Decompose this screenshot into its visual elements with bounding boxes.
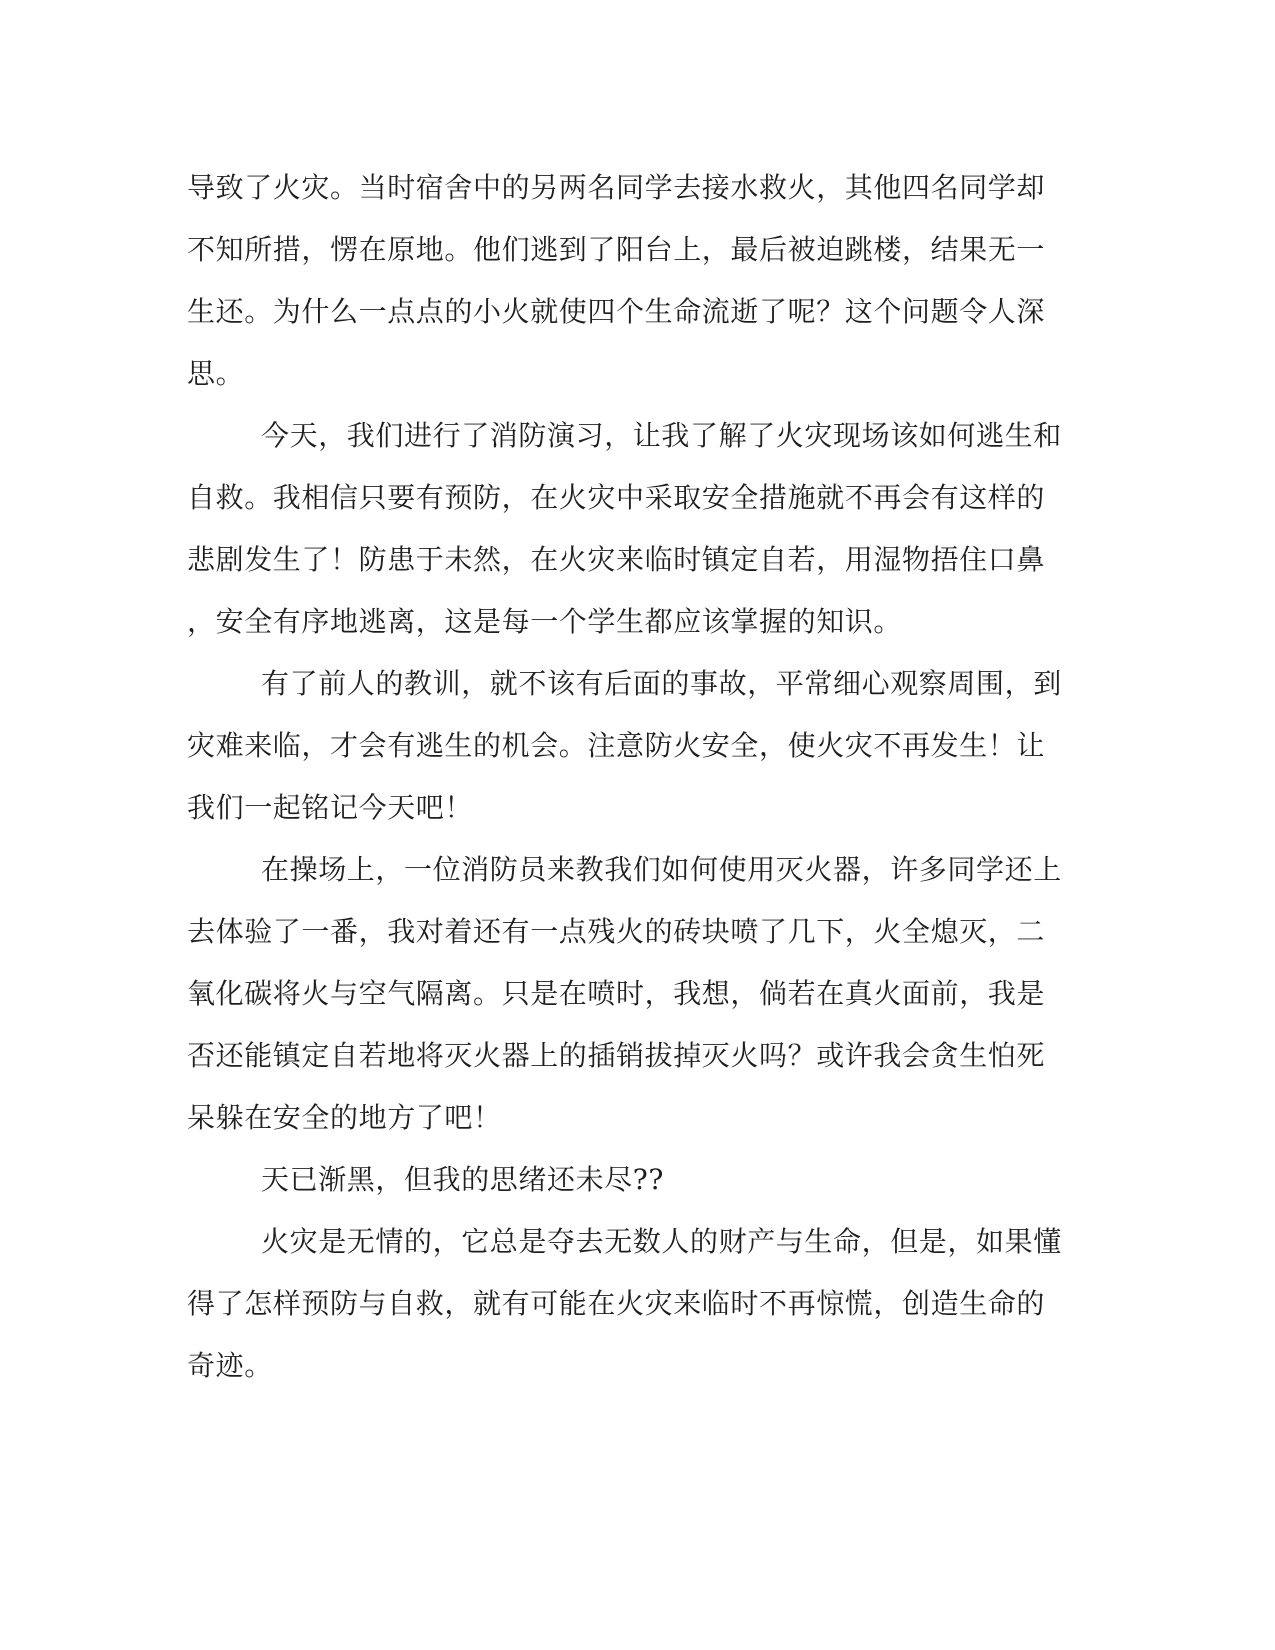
text-line: 今天，我们进行了消防演习，让我了解了火灾现场该如何逃生和 [261,419,1062,452]
text-line: 导致了火灾。当时宿舍中的另两名同学去接水救火，其他四名同学却 [187,171,1046,204]
text-line: 否还能镇定自若地将灭火器上的插销拔掉灭火吗？或许我会贪生怕死 [187,1039,1046,1072]
text-line: 不知所措，愣在原地。他们逃到了阳台上，最后被迫跳楼，结果无一 [187,233,1046,266]
text-line: 氧化碳将火与空气隔离。只是在喷时，我想，倘若在真火面前，我是 [187,977,1046,1010]
text-line: 得了怎样预防与自救，就有可能在火灾来临时不再惊慌，创造生命的 [187,1287,1046,1320]
text-line: 灾难来临，才会有逃生的机会。注意防火安全，使火灾不再发生！让 [187,729,1046,762]
text-line: 在操场上，一位消防员来教我们如何使用灭火器，许多同学还上 [261,853,1062,886]
text-line: 天已渐黑，但我的思绪还未尽?? [261,1163,665,1196]
text-line: 我们一起铭记今天吧！ [187,791,474,824]
paragraph-5 [187,1149,1087,1211]
paragraph-4 [187,839,1087,1149]
text-line: ，安全有序地逃离，这是每一个学生都应该掌握的知识。 [187,605,903,638]
text-line: 去体验了一番，我对着还有一点残火的砖块喷了几下，火全熄灭，二 [187,915,1046,948]
text-line: 自救。我相信只要有预防，在火灾中采取安全措施就不再会有这样的 [187,481,1046,514]
text-line: 呆躲在安全的地方了吧！ [187,1101,502,1134]
text-line: 生还。为什么一点点的小火就使四个生命流逝了呢？这个问题令人深 [187,295,1046,328]
paragraph-6 [187,1211,1087,1397]
text-line: 奇迹。 [187,1349,273,1382]
text-line: 有了前人的教训，就不该有后面的事故，平常细心观察周围，到 [261,667,1062,700]
paragraph-2 [187,405,1087,653]
text-line: 思。 [187,357,245,390]
paragraph-1 [187,157,1087,405]
paragraph-3 [187,653,1087,839]
text-line: 火灾是无情的，它总是夺去无数人的财产与生命，但是，如果懂 [261,1225,1062,1258]
document-body [187,157,1087,1397]
text-line: 悲剧发生了！防患于未然，在火灾来临时镇定自若，用湿物捂住口鼻 [187,543,1046,576]
